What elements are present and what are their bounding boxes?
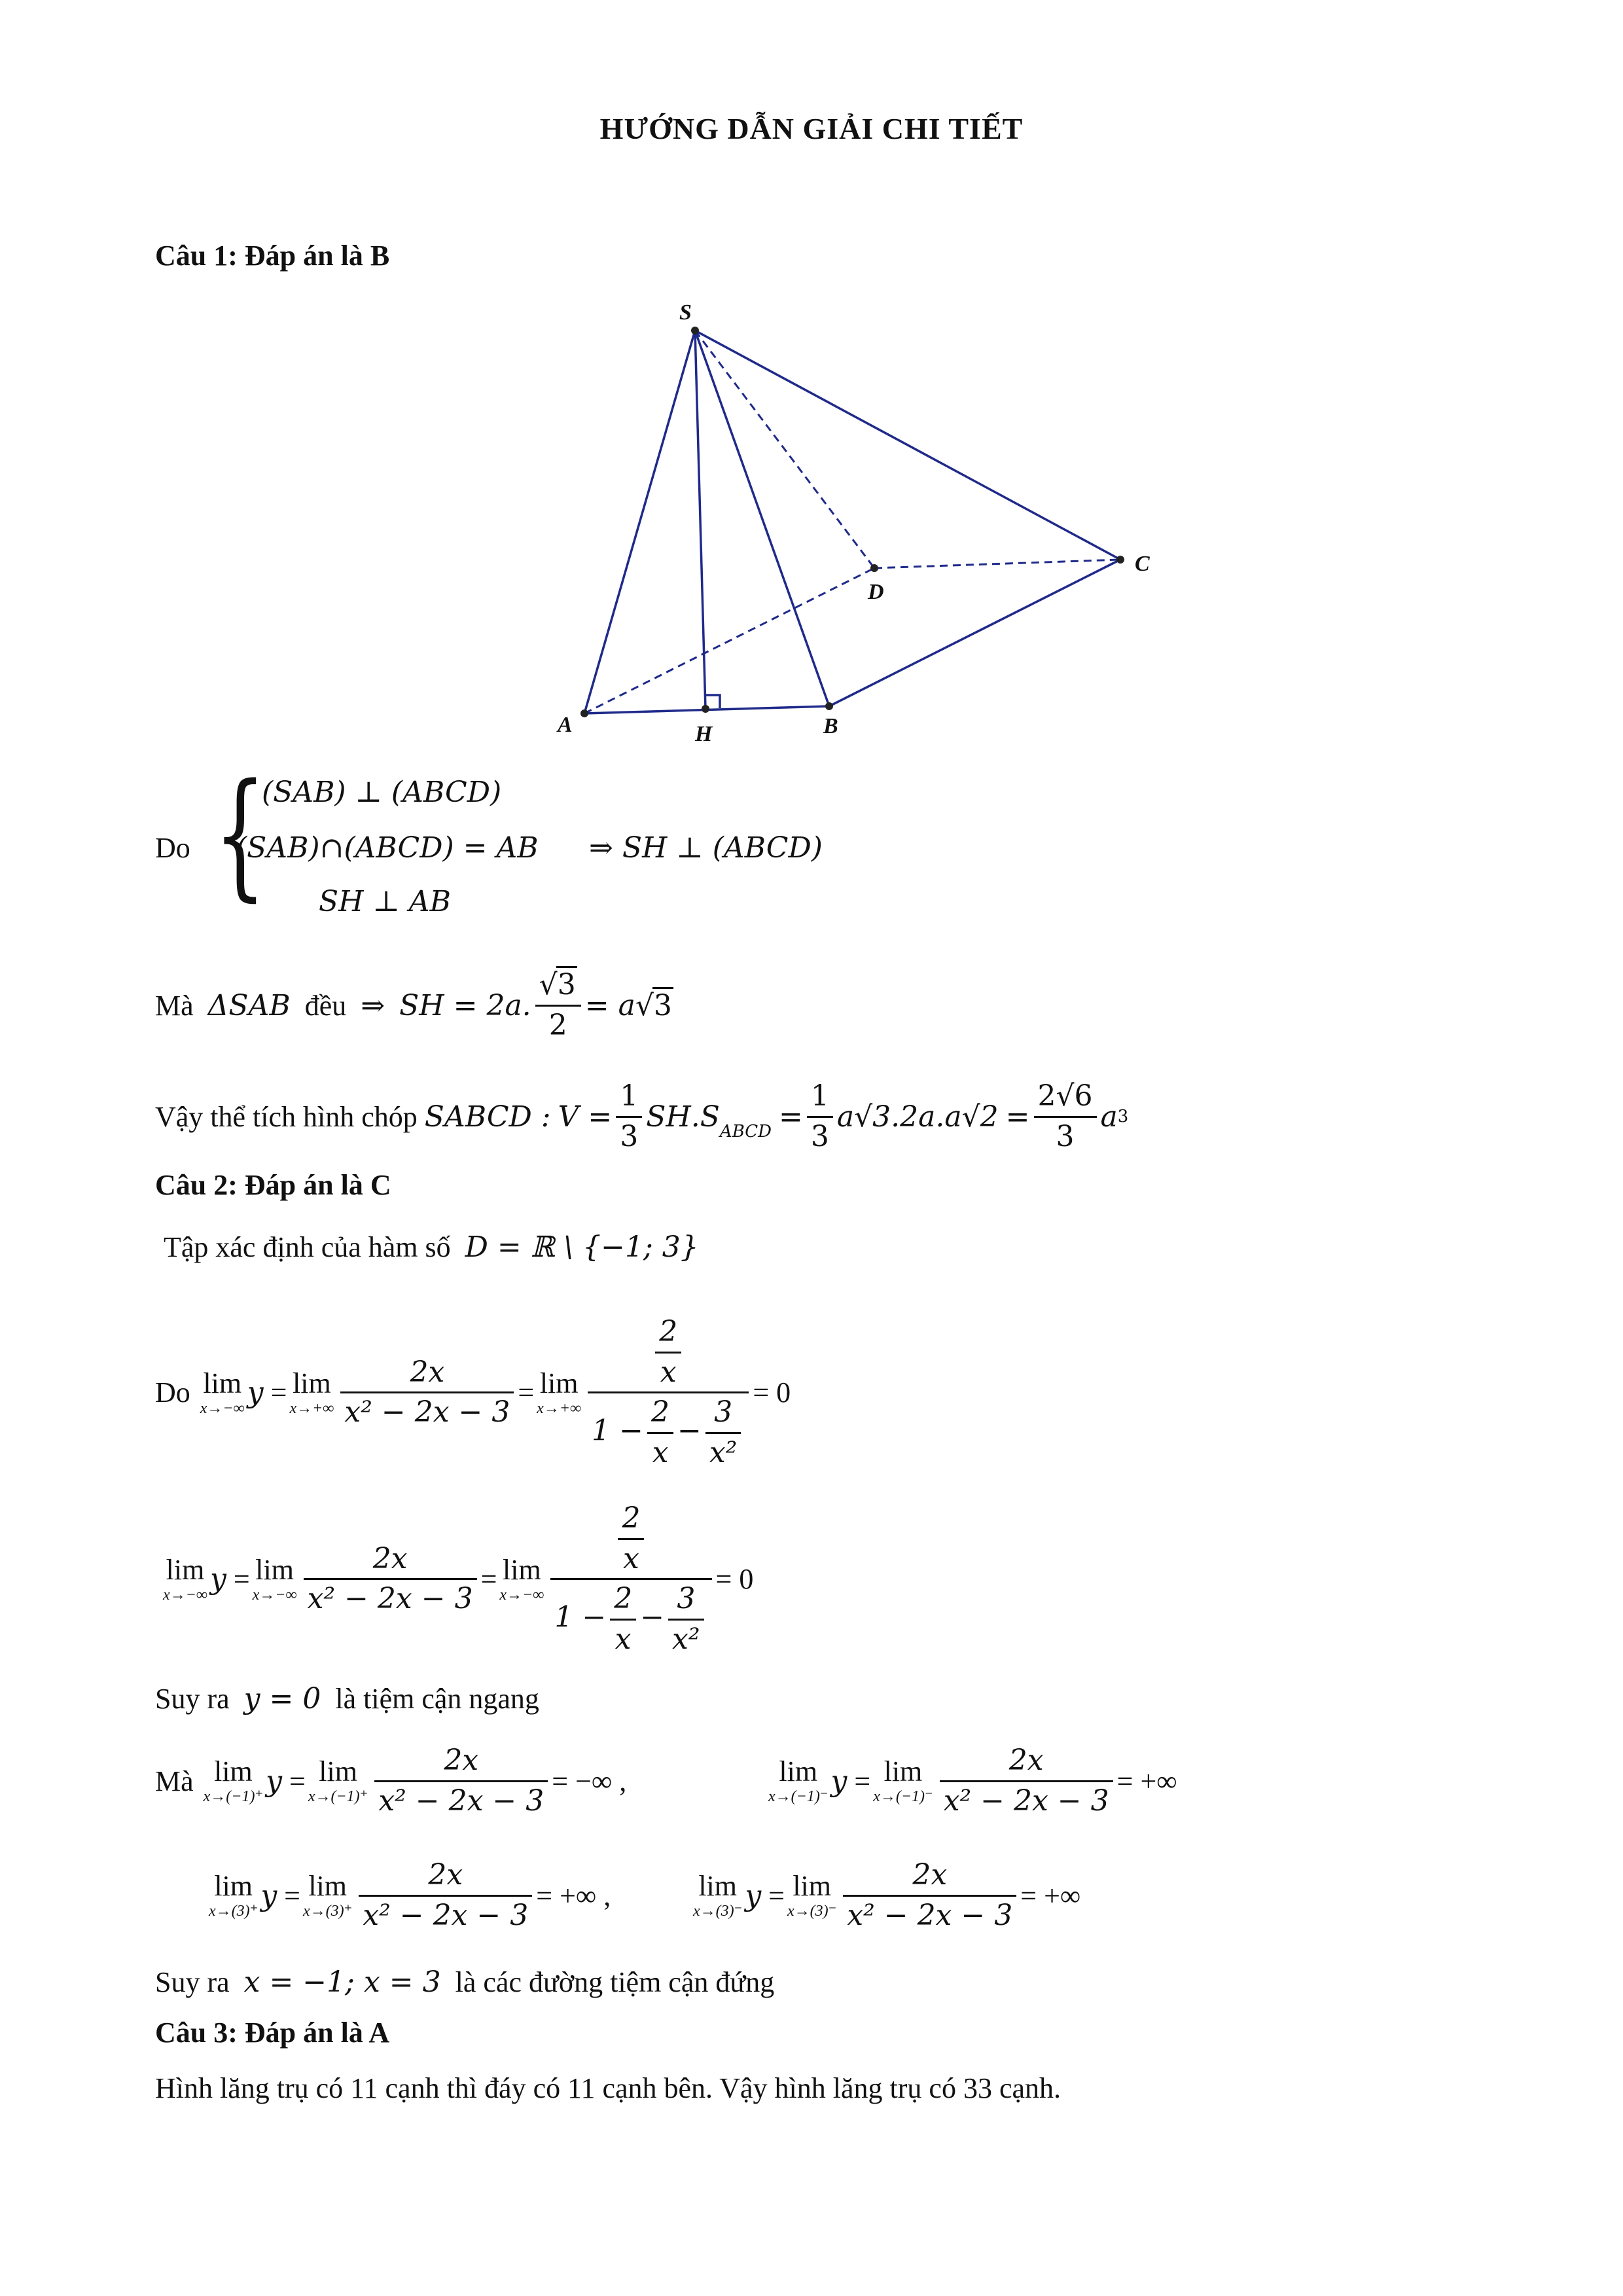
sys-line-3: SH ⊥ AB <box>319 885 451 918</box>
implies-symbol: ⇒ <box>361 988 385 1022</box>
volume-text: Vậy thể tích hình chóp <box>155 1100 418 1133</box>
q2-limit-m1-minus: lim x→(−1)⁻ y = lim x→(−1)⁻ $\frac{2x}{\text{x² − 2x − 3}}$ = +∞ <box>768 1744 1177 1818</box>
q2-limit-3-plus: lim x→(3)⁺ y = lim x→(3)⁺ $\frac{2x}{\text{x² − 2x − 3}}$ = +∞ , <box>209 1858 611 1932</box>
pyramid-figure <box>0 0 1623 785</box>
equals-1: = <box>779 1100 803 1134</box>
label-h: H <box>695 722 713 746</box>
deu-label: đều <box>304 989 347 1022</box>
sh-expression: SH = 2a. <box>399 988 531 1022</box>
q1-heading: Câu 1: Đáp án là B <box>155 240 390 272</box>
q2-horizontal-asymptote: Suy ra y = 0 là tiệm cận ngang <box>155 1682 539 1715</box>
q1-volume-line <box>155 1080 1128 1153</box>
q2-limit-2: lim x→−∞ y = lim x→−∞ $\frac{2x}{\text{x² − 2x − 3}}$ = lim x→−∞ $\frac{2}{x}$ 1 − $\frac{2}{x}$ − $\frac{3}{\text{x²}}$ = 0 <box>163 1501 754 1656</box>
q3-text: Hình lăng trụ có 11 cạnh thì đáy có 11 cạnh bên. Vậy hình lăng trụ có 33 cạnh. <box>155 2072 1061 2104</box>
q2-limit-3-minus: lim x→(3)⁻ y = lim x→(3)⁻ $\frac{2x}{\text{x² − 2x − 3}}$ = +∞ <box>693 1858 1081 1932</box>
ma-label: Mà <box>155 989 194 1022</box>
label-s: S <box>679 300 692 325</box>
eq-a: = a <box>584 988 635 1022</box>
sh-s: SH.S <box>646 1100 720 1134</box>
label-c: C <box>1135 552 1150 576</box>
one-third-a: $\frac{1}{3}$ <box>616 1080 642 1153</box>
do-label-2: Do <box>155 1376 190 1409</box>
domain-math: D = ℝ \ {−1; 3} <box>465 1230 699 1264</box>
two-sqrt6-over-3: $\frac{2√6}{3}$ <box>1034 1080 1097 1153</box>
system-brace: { <box>213 754 266 914</box>
cube-exponent: 3 <box>1117 1107 1129 1127</box>
a-cubed: a <box>1100 1100 1118 1134</box>
q2-limit-1: Do lim x→−∞ y = lim x→+∞ $\frac{2x}{\text{x² − 2x − 3}}$ = lim x→+∞ $\frac{2}{x}$ 1 − $\frac{2}{x}$ − $\frac{3}{\text{x²}}$ = 0 <box>155 1315 791 1469</box>
q2-domain-line <box>164 1230 699 1264</box>
domain-text: Tập xác định của hàm số <box>164 1231 451 1263</box>
label-d: D <box>868 580 884 604</box>
one-third-b: $\frac{1}{3}$ <box>807 1080 833 1153</box>
volume-v: V = <box>558 1100 613 1134</box>
product-term: a√3.2a.a√2 <box>836 1100 999 1134</box>
page-title: HƯỚNG DẪN GIẢI CHI TIẾT <box>599 112 1024 145</box>
q2-vertical-asymptotes: Suy ra x = −1; x = 3 là các đường tiệm cận đứng <box>155 1965 775 1999</box>
sub-abcd: ABCD <box>719 1122 772 1142</box>
pyramid-name: SABCD : <box>424 1100 551 1134</box>
equals-2: = <box>1005 1100 1030 1134</box>
sys-line-2: (SAB)∩(ABCD) = AB <box>236 831 539 865</box>
q2-heading: Câu 2: Đáp án là C <box>155 1169 391 1201</box>
label-b: B <box>823 714 838 738</box>
label-a: A <box>558 713 573 737</box>
triangle-sab: ΔSAB <box>207 988 291 1022</box>
sys-result: ⇒ SH ⊥ (ABCD) <box>589 831 823 865</box>
q1-sh-line: Mà ΔSAB đều ⇒ SH = 2a. $\frac{√3}{2}$ = a √3 <box>155 969 673 1042</box>
q3-heading: Câu 3: Đáp án là A <box>155 2017 390 2049</box>
sys-line-1: (SAB) ⊥ (ABCD) <box>262 776 502 809</box>
q2-limit-m1-plus: Mà lim x→(−1)⁺ y = lim x→(−1)⁺ $\frac{2x}{\text{x² − 2x − 3}}$ = −∞ , <box>155 1744 627 1818</box>
q1-do-label: Do <box>155 832 190 864</box>
sqrt3-over-2: $\frac{√3}{2}$ <box>535 969 581 1042</box>
